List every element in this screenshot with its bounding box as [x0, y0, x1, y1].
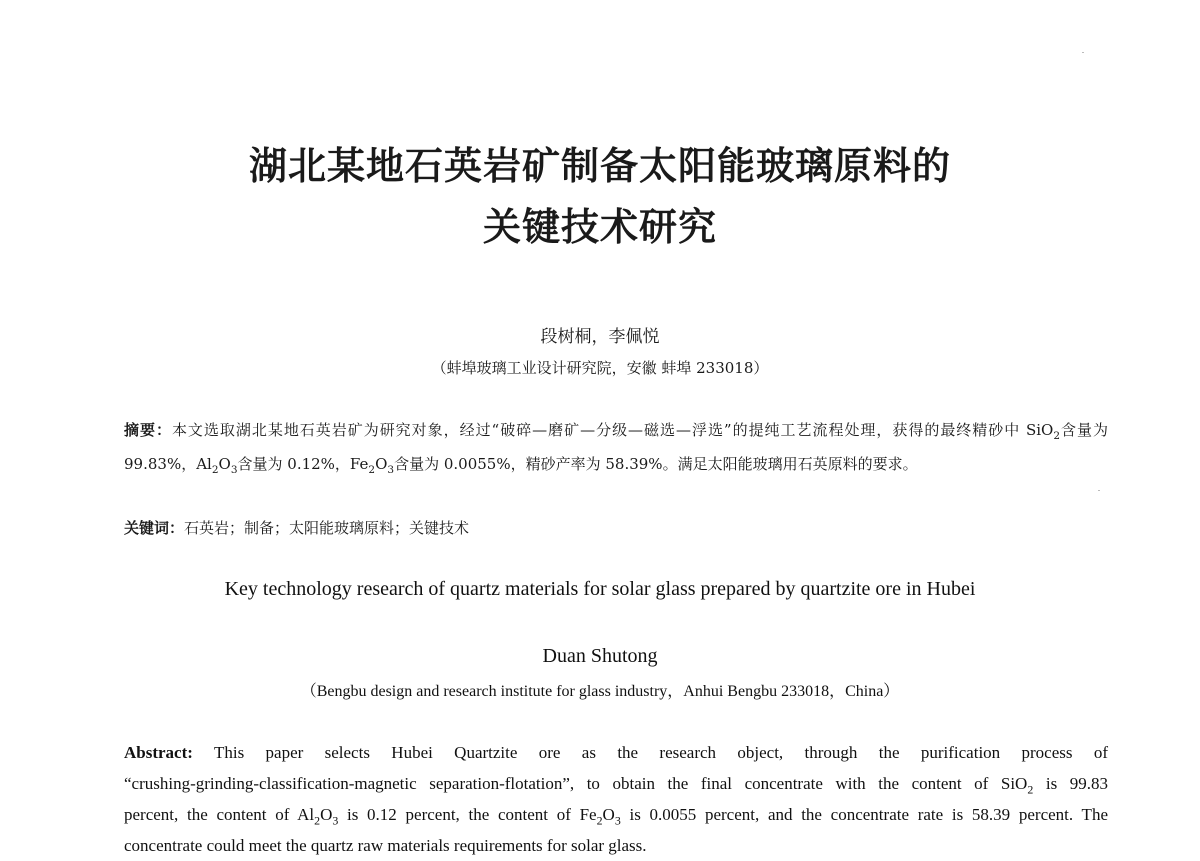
affiliation-en: （Bengbu design and research institute for glass industry，Anhui Bengbu 233018，China）	[300, 683, 900, 700]
keywords-cn-label: 关键词：	[124, 519, 185, 537]
author-en: Duan Shutong	[542, 645, 658, 667]
scan-speck	[1098, 490, 1100, 491]
abstract-en-line: percent, the content of $Al_2O_3$ is 0.12 percent, the content of $Fe_2O_3$ is 0.0055 percent, and the concentrate rate is 58.39 percent. The	[124, 805, 1108, 828]
paper-title-cn-line1: 湖北某地石英岩矿制备太阳能玻璃原料的	[248, 144, 951, 188]
authors-cn: 段树桐，李佩悦	[540, 327, 660, 347]
scan-speck	[1082, 52, 1084, 53]
abstract-cn-label: 摘要：	[124, 421, 172, 439]
affiliation-cn: （蚌埠玻璃工业设计研究院，安徽 蚌埠 233018）	[431, 359, 769, 377]
paper-title-cn-line2: 关键技术研究	[482, 205, 717, 249]
abstract-en-line: concentrate could meet the quartz raw materials requirements for solar glass.	[124, 836, 647, 855]
abstract-en-line: Abstract: This paper selects Hubei Quartzite ore as the research object, through the purification process of	[124, 743, 1108, 762]
abstract-en-line: “crushing-grinding-classification-magnetic separation-flotation”, to obtain the final concentrate with the content of SiO$_2$ is 99.83	[124, 774, 1108, 797]
keywords-cn	[124, 511, 1108, 545]
paper-title-en: Key technology research of quartz materials for solar glass prepared by quartzite ore in Hubei	[224, 578, 976, 600]
abstract-en	[124, 737, 1108, 861]
abstract-cn: 摘要：本文选取湖北某地石英岩矿为研究对象，经过“破碎—磨矿—分级—磁选—浮选”的提纯工艺流程处理，获得的最终精砂中 SiO$_2$含量为 99.83%，$Al_2O_3$含量为 0.12%，$Fe_2O_3$含量为 0.0055%，精砂产率为 58.39%。满足太阳能玻璃用石英原料的要求。	[124, 421, 1108, 476]
keywords-cn-text: 石英岩；制备；太阳能玻璃原料；关键技术	[184, 519, 470, 537]
abstract-en-label: Abstract:	[124, 743, 193, 762]
